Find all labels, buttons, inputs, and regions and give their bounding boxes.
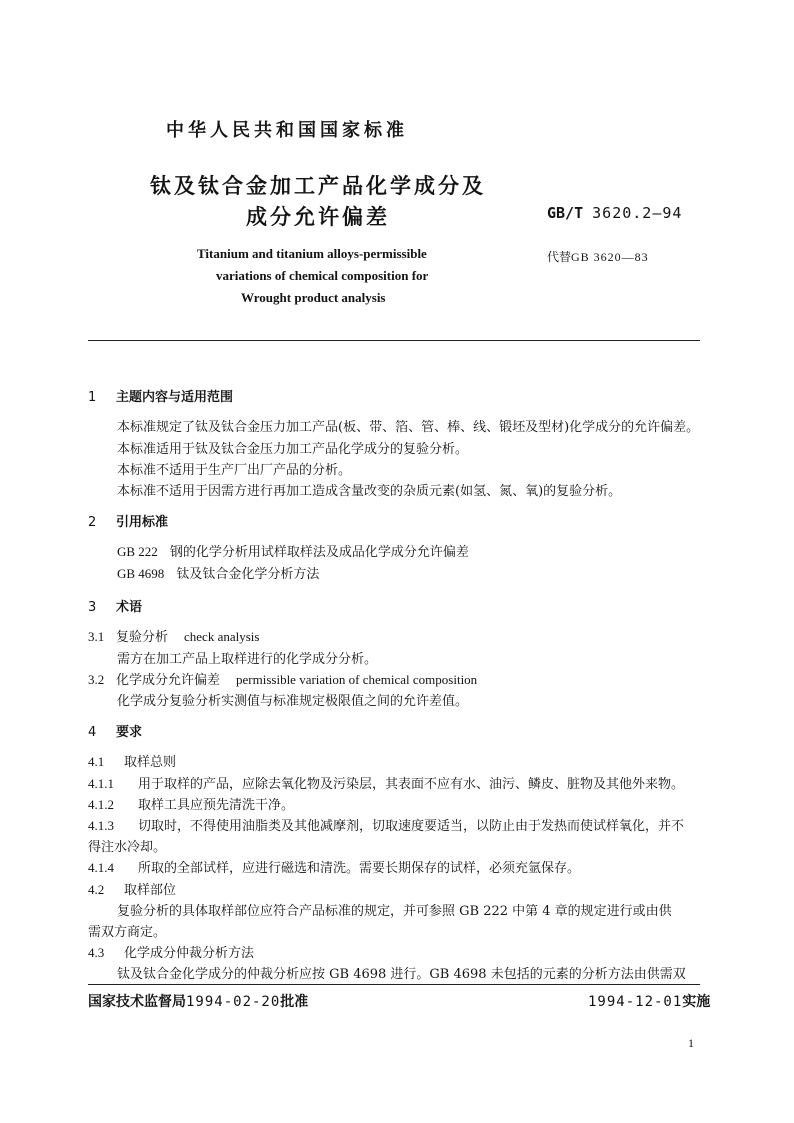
clause-number: 4.2	[88, 882, 105, 897]
clause-4-1	[88, 751, 176, 770]
approver: 国家技术监督局	[88, 994, 186, 1010]
reference-code: GB 4698	[117, 566, 165, 581]
term-cn: 复验分析	[116, 630, 169, 645]
section-number: 4	[88, 725, 97, 740]
s1-paragraph-3: 本标准不适用于生产厂出厂产品的分析。	[117, 463, 352, 478]
term-en: permissible variation of chemical composition	[236, 672, 478, 687]
reference-title: 钢的化学分析用试样取样法及成品化学成分允许偏差	[169, 545, 469, 560]
national-standard-label: 中华人民共和国国家标准	[166, 120, 408, 141]
clause-number: 4.1.2	[88, 797, 114, 812]
clause-4-1-1	[88, 773, 684, 792]
term-3-1-definition: 需方在加工产品上取样进行的化学成分分析。	[117, 652, 378, 667]
term-3-2	[88, 669, 477, 688]
reference-code: GB 222	[117, 544, 158, 559]
term-en: check analysis	[184, 629, 260, 644]
section-number: 2	[88, 515, 97, 530]
clause-title: 取样总则	[124, 755, 177, 770]
section-1-heading	[88, 386, 233, 405]
implementation-line	[588, 991, 710, 1011]
section-2-heading	[88, 511, 168, 530]
page-number: 1	[688, 1036, 694, 1050]
footer-divider	[88, 984, 700, 985]
section-title: 主题内容与适用范围	[116, 390, 234, 405]
reference-gb4698	[117, 563, 319, 582]
clause-text: 切取时，不得使用油脂类及其他减摩剂，切取速度要适当，以防止由于发热而使试样氧化，并不	[138, 819, 685, 834]
term-3-2-definition: 化学成分复验分析实测值与标准规定极限值之间的允许差值。	[117, 694, 469, 709]
clause-text: 取样工具应预先清洗干净。	[138, 798, 295, 813]
clause-4-3	[88, 942, 254, 961]
clause-4-1-2	[88, 794, 294, 813]
section-title: 术语	[116, 600, 143, 615]
standard-code: 3620.2—94	[592, 204, 683, 222]
clause-title: 取样部位	[124, 883, 177, 898]
title-cn-line1: 钛及钛合金加工产品化学成分及	[150, 174, 486, 198]
section-title: 要求	[116, 725, 143, 740]
approval-label: 批准	[280, 994, 309, 1010]
clause-4-2-continuation: 需双方商定。	[88, 925, 167, 940]
term-3-1	[88, 626, 259, 645]
standard-prefix: GB/T	[547, 204, 584, 222]
reference-gb222	[117, 541, 469, 560]
clause-4-1-3	[88, 815, 684, 834]
title-en-line3: Wrought product analysis	[241, 290, 386, 305]
implementation-date: 1994-12-01	[588, 994, 683, 1010]
clause-number: 4.1	[88, 754, 105, 769]
replaces-label: 代替	[547, 250, 572, 264]
clause-text: 所取的全部试样，应进行磁选和清洗。需要长期保存的试样，必须充氩保存。	[138, 861, 581, 876]
replaces-note	[547, 248, 649, 265]
s1-paragraph-2: 本标准适用于钛及钛合金压力加工产品化学成分的复验分析。	[117, 442, 469, 457]
approval-date: 1994-02-20	[186, 994, 281, 1010]
reference-title: 钛及钛合金化学分析方法	[176, 567, 320, 582]
clause-4-1-4	[88, 857, 580, 876]
replaces-code: GB 3620—83	[571, 250, 649, 264]
implementation-label: 实施	[682, 994, 711, 1010]
section-4-heading	[88, 721, 142, 740]
title-cn-line2: 成分允许偏差	[246, 205, 390, 229]
s1-paragraph-4: 本标准不适用于因需方进行再加工造成含量改变的杂质元素(如氢、氮、氧)的复验分析。	[117, 484, 622, 499]
title-en-line2: variations of chemical composition for	[216, 268, 429, 283]
clause-number: 4.1.4	[88, 860, 114, 875]
s1-paragraph-1: 本标准规定了钛及钛合金压力加工产品(板、带、箔、管、棒、线、锻坯及型材)化学成分的允许偏差。	[117, 420, 700, 435]
term-cn: 化学成分允许偏差	[116, 673, 221, 688]
title-en-line1: Titanium and titanium alloys-permissible	[197, 246, 427, 261]
header-divider	[88, 340, 700, 341]
clause-4-1-3-continuation: 得注水冷却。	[88, 840, 167, 855]
section-3-heading	[88, 596, 142, 615]
approval-line	[88, 991, 308, 1011]
clause-4-2-text: 复验分析的具体取样部位应符合产品标准的规定，并可参照 GB 222 中第 4 章的规定进行或由供	[117, 904, 672, 919]
section-title: 引用标准	[116, 515, 169, 530]
section-number: 1	[88, 390, 97, 405]
clause-title: 化学成分仲裁分析方法	[124, 946, 255, 961]
clause-4-2	[88, 879, 176, 898]
clause-number: 4.1.1	[88, 776, 114, 791]
clause-number: 4.3	[88, 945, 105, 960]
section-number: 3	[88, 600, 97, 615]
standard-number	[547, 204, 682, 222]
clause-text: 用于取样的产品，应除去氧化物及污染层，其表面不应有水、油污、鳞皮、脏物及其他外来物。	[138, 777, 685, 792]
clause-number: 4.1.3	[88, 818, 114, 833]
clause-number: 3.2	[88, 672, 105, 687]
clause-number: 3.1	[88, 629, 105, 644]
clause-4-3-text: 钛及钛合金化学成分的仲裁分析应按 GB 4698 进行。GB 4698 未包括的元素的分析方法由供需双	[117, 967, 686, 982]
